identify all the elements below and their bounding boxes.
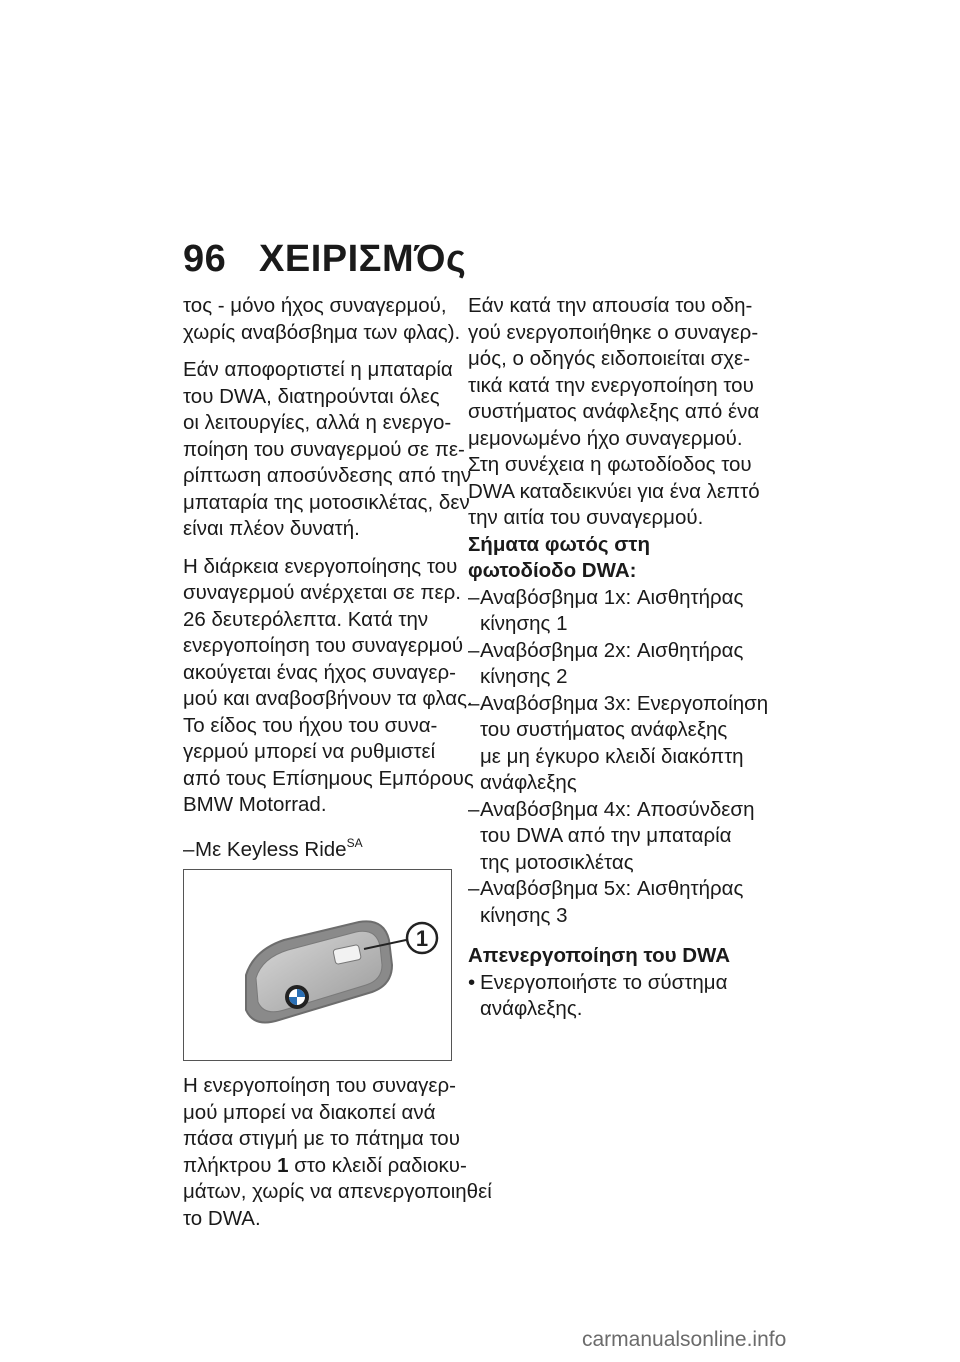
- text-line: ανάφλεξης.: [480, 997, 583, 1020]
- keyless-ride-text: Με Keyless Ride: [195, 837, 347, 861]
- list-item: [468, 691, 769, 797]
- text-line: – Αναβόσβημα 1x: Αισθητήρας: [480, 585, 743, 612]
- text-line: τος - μόνο ήχος συναγερμού,: [183, 294, 447, 317]
- text-line: με μη έγκυρο κλειδί διακόπτη: [480, 744, 744, 768]
- watermark: carmanualsonline.info: [582, 1328, 787, 1351]
- key-fob-illustration: [184, 870, 451, 1060]
- text-line: BMW Motorrad.: [183, 793, 327, 816]
- text-line: [183, 1153, 467, 1180]
- text-line: οι λειτουργίες, αλλά η ενεργο-: [183, 411, 452, 434]
- paragraph-battery: [183, 357, 472, 543]
- text-line: DWA καταδεικνύει για ένα λεπτό: [468, 479, 760, 503]
- text-line: Εάν κατά την απουσία του οδη-: [468, 294, 753, 317]
- text-line: ακούγεται ένας ήχος συναγερ-: [183, 660, 457, 684]
- text-line: είναι πλέον δυνατή.: [183, 517, 360, 540]
- text-line: – Αναβόσβημα 3x: Ενεργοποίηση: [480, 691, 743, 718]
- text-line: Στη συνέχεια η φωτοδίοδος του: [468, 453, 752, 476]
- text-fragment: πλήκτρου: [183, 1153, 278, 1177]
- callout-number: 1: [415, 926, 429, 951]
- text-line: ενεργοποίηση του συναγερμού: [183, 634, 464, 657]
- text-line: μού και αναβοσβήνουν τα φλας.: [183, 687, 473, 710]
- text-line: ποίηση του συναγερμού σε πε-: [183, 437, 465, 461]
- text-line: κίνησης 3: [480, 903, 568, 927]
- heading-line: Σήματα φωτός στη: [468, 532, 650, 556]
- sa-superscript: SA: [346, 835, 363, 850]
- text-line: – Αναβόσβημα 4x: Αποσύνδεση: [480, 797, 743, 824]
- text-line: Η διάρκεια ενεργοποίησης του: [183, 554, 458, 578]
- text-line: μός, ο οδηγός ειδοποιείται σχε-: [468, 347, 751, 370]
- text-line: χωρίς αναβόσβημα των φλας).: [183, 320, 461, 344]
- left-column: [183, 293, 492, 1243]
- page-title: ΧΕΙΡΙΣΜΌς: [259, 238, 467, 280]
- list-item: [468, 876, 743, 929]
- list-item: [468, 797, 755, 877]
- text-line: από τους Επίσημους Εμπόρους: [183, 766, 474, 790]
- text-line: ανάφλεξης: [480, 771, 577, 794]
- text-line: γερμού μπορεί να ρυθμιστεί: [183, 740, 436, 763]
- text-line: μεμονωμένο ήχο συναγερμού.: [468, 426, 743, 450]
- text-line: του συστήματος ανάφλεξης: [480, 718, 728, 741]
- text-line: της μοτοσικλέτας: [480, 850, 634, 874]
- paragraph-absence-alarm: [468, 293, 760, 532]
- text-line: συναγερμού ανέρχεται σε περ.: [183, 581, 461, 604]
- list-item: [468, 585, 743, 638]
- text-line: συστήματος ανάφλεξης από ένα: [468, 400, 760, 423]
- keyless-ride-note: [183, 830, 458, 864]
- text-line: Το είδος του ήχου του συνα-: [183, 713, 438, 737]
- text-line: – Αναβόσβημα 5x: Αισθητήρας: [480, 876, 743, 903]
- list-item: [468, 638, 743, 691]
- text-line: – Αναβόσβημα 2x: Αισθητήρας: [480, 638, 743, 665]
- text-line: του DWA από την μπαταρία: [480, 824, 732, 847]
- text-fragment: στο κλειδί ραδιοκυ-: [288, 1153, 467, 1177]
- text-line: • Ενεργοποιήστε το σύστημα: [480, 970, 743, 997]
- button-reference: 1: [277, 1153, 289, 1177]
- text-line: του DWA, διατηρούνται όλες: [183, 384, 440, 408]
- key-fob-figure: [183, 869, 452, 1061]
- heading-line: φωτοδίοδο DWA:: [468, 559, 637, 582]
- text-line: 26 δευτερόλεπτα. Κατά την: [183, 607, 429, 631]
- text-line: Εάν αποφορτιστεί η μπαταρία: [183, 358, 453, 381]
- paragraph-interrupt: [183, 1073, 492, 1232]
- paragraph-alarm-tone: [183, 293, 461, 346]
- right-column: [468, 293, 769, 1023]
- text-line: Η ενεργοποίηση του συναγερ-: [183, 1074, 456, 1097]
- text-line: τικά κατά την ενεργοποίηση του: [468, 373, 754, 397]
- text-line: το DWA.: [183, 1206, 261, 1230]
- text-line: ρίπτωση αποσύνδεσης από την: [183, 464, 472, 487]
- text-line: κίνησης 1: [480, 612, 568, 635]
- text-line: γού ενεργοποιήθηκε ο συναγερ-: [468, 320, 759, 344]
- text-line: μάτων, χωρίς να απενεργοποιηθεί: [183, 1180, 492, 1203]
- text-line: πάσα στιγμή με το πάτημα του: [183, 1127, 460, 1150]
- heading-deactivate-dwa: Απενεργοποίηση του DWA: [468, 944, 731, 967]
- page-header: [183, 238, 466, 281]
- text-line: μπαταρία της μοτοσικλέτας, δεν: [183, 490, 470, 514]
- heading-led-signals: [468, 532, 743, 585]
- text-line: μού μπορεί να διακοπεί ανά: [183, 1100, 436, 1124]
- bullet-item: [468, 970, 743, 1023]
- page-number: 96: [183, 238, 227, 280]
- text-line: κίνησης 2: [480, 665, 568, 688]
- text-line: την αιτία του συναγερμού.: [468, 506, 704, 529]
- paragraph-duration: [183, 554, 474, 819]
